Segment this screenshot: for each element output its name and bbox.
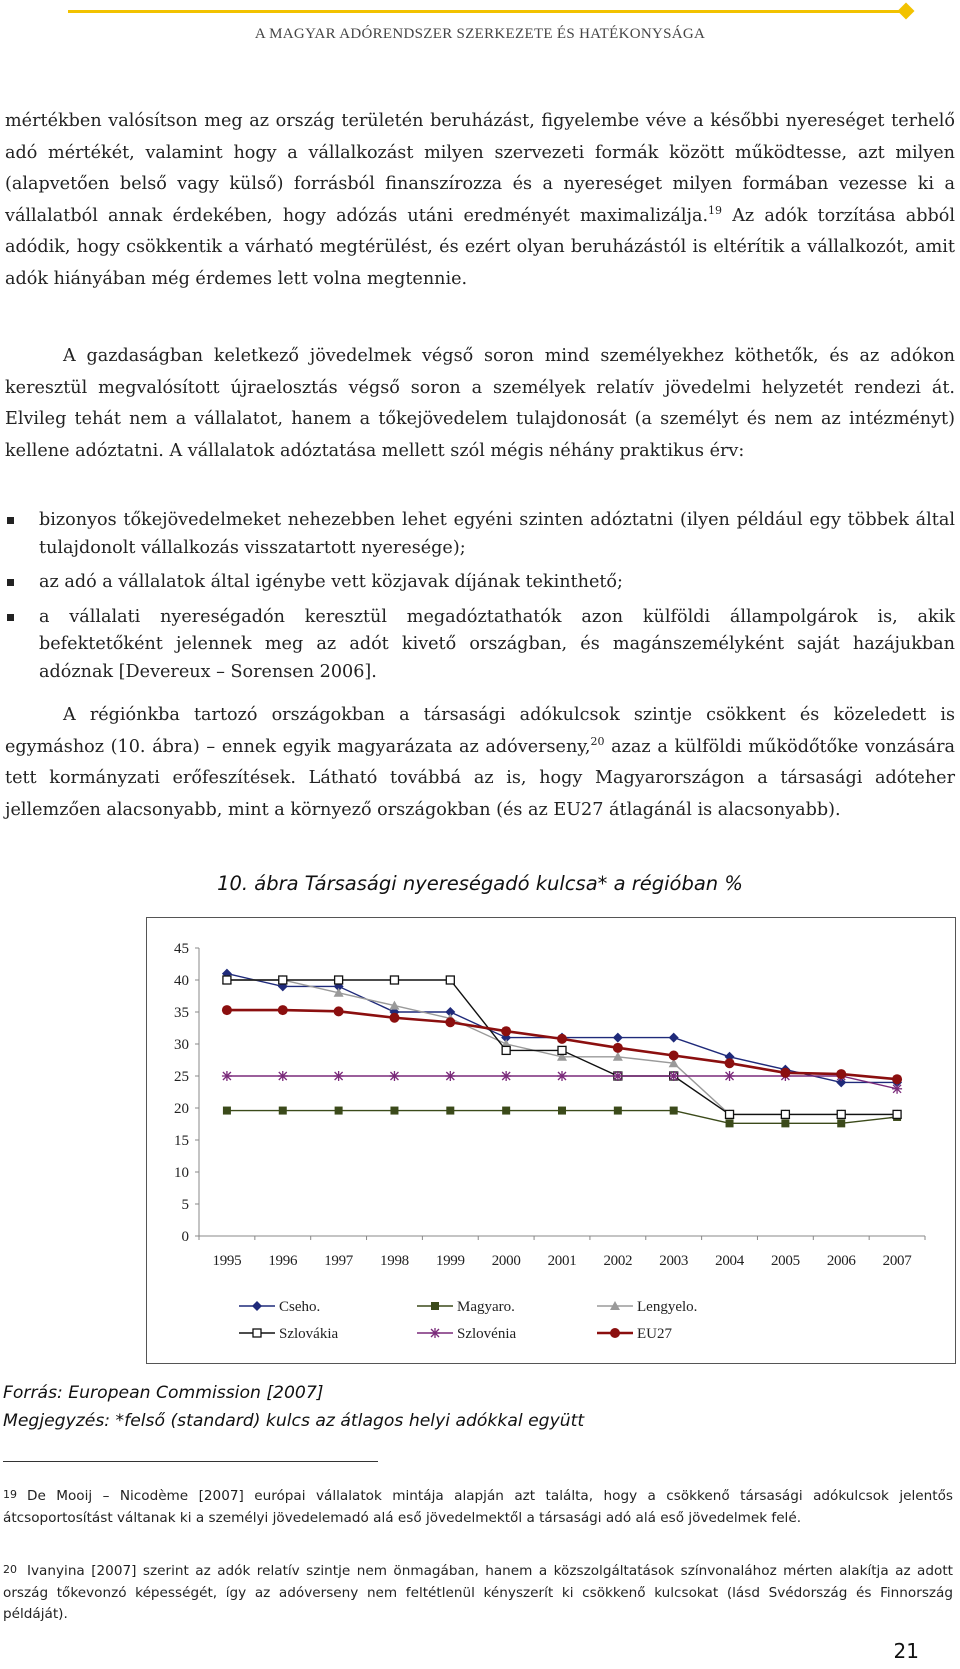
data-point-eu27 <box>557 1034 567 1044</box>
legend-marker-eu27 <box>610 1328 620 1338</box>
paragraph-3-text-b: azaz a külföldi működőtőke vonzására tett kormányzati erőfeszítések. Látható továbbá az is, hogy Magyarországon a társasági adóteher jellemzően alacsonyabb, mint a környező országokban (és az EU27 átlagánál is alacsonyabb). <box>5 736 955 820</box>
figure-source: Forrás: European Commission [2007] <box>3 1383 324 1403</box>
data-point-eu27 <box>445 1017 455 1027</box>
legend-label-magyaro: Magyaro. <box>457 1299 515 1315</box>
bullet-square-icon <box>7 614 14 621</box>
data-point-szlov-kia <box>726 1110 734 1118</box>
data-point-magyaro <box>279 1107 287 1115</box>
page-number: 21 <box>893 1639 919 1663</box>
paragraph-1-text-a: mértékben valósítson meg az ország területén beruházást, figyelembe véve a későbbi nyereséget terhelő adó mértékét, valamint hogy a vállalkozást milyen szervezeti formák között működtesse, azt milyen (alapvetően belső vagy külső) forrásból finanszírozza és a nyereséget milyen formában vezesse ki a vállalatból annak érdekében, hogy adózás utáni eredményét maximalizálja. <box>5 111 955 226</box>
data-point-szlov-kia <box>837 1110 845 1118</box>
data-point-magyaro <box>726 1119 734 1127</box>
data-point-magyaro <box>670 1107 678 1115</box>
paragraph-3 <box>5 700 955 826</box>
legend-label-cseho: Cseho. <box>279 1299 321 1315</box>
footnote-number: 19 <box>3 1488 17 1501</box>
data-point-szlov-nia <box>892 1084 902 1094</box>
x-tick-label: 2002 <box>603 1253 633 1269</box>
data-point-eu27 <box>892 1074 902 1084</box>
x-tick-label: 2004 <box>715 1253 744 1269</box>
data-point-szlov-nia <box>613 1071 623 1081</box>
y-tick-label: 10 <box>174 1165 189 1181</box>
paragraph-1 <box>5 106 955 295</box>
data-point-magyaro <box>335 1107 343 1115</box>
footnote-number: 20 <box>3 1563 17 1576</box>
figure-title: 10. ábra Társasági nyereségadó kulcsa* a régióban % <box>217 872 743 895</box>
data-point-eu27 <box>725 1058 735 1068</box>
data-point-magyaro <box>390 1107 398 1115</box>
list-item: a vállalati nyereségadón keresztül megadóztathatók azon külföldi állampolgárok is, akik befektetőként jelennek meg az adót kivető országban, és magánszemélyként saját hazájukban adóznak [Devereux – Sorensen 2006]. <box>5 604 955 687</box>
data-point-szlov-kia <box>893 1110 901 1118</box>
x-tick-label: 2001 <box>547 1253 577 1269</box>
data-point-szlov-nia <box>557 1071 567 1081</box>
x-tick-label: 2003 <box>659 1253 689 1269</box>
data-point-szlov-kia <box>502 1046 510 1054</box>
footnote-separator <box>3 1461 378 1462</box>
y-tick-label: 40 <box>174 973 189 989</box>
data-point-szlov-kia <box>558 1046 566 1054</box>
legend-marker-cseho <box>252 1301 262 1311</box>
data-point-eu27 <box>334 1006 344 1016</box>
y-tick-label: 0 <box>181 1229 189 1245</box>
footnote-text: Ivanyina [2007] szerint az adók relatív szintje nem önmagában, hanem a közszolgáltatások színvonalához mérten alakítja az adott ország tőkevonzó képességét, így az adóverseny nem feltétlenül kényszerít ki csökkenő kulcsokat (lásd Svédország és Finnország példáját). <box>3 1563 953 1622</box>
data-point-szlov-kia <box>390 976 398 984</box>
data-point-magyaro <box>446 1107 454 1115</box>
legend-label-eu27: EU27 <box>637 1326 672 1342</box>
x-tick-label: 2000 <box>491 1253 521 1269</box>
y-tick-label: 35 <box>174 1005 189 1021</box>
data-point-magyaro <box>558 1107 566 1115</box>
y-tick-label: 25 <box>174 1069 189 1085</box>
x-tick-label: 1995 <box>212 1253 242 1269</box>
legend-marker-szlov-nia <box>430 1328 440 1338</box>
data-point-szlov-nia <box>501 1071 511 1081</box>
data-point-szlov-kia <box>781 1110 789 1118</box>
legend-marker-szlov-kia <box>253 1329 261 1337</box>
legend-label-szlov-kia: Szlovákia <box>279 1326 339 1342</box>
data-point-szlov-nia <box>669 1071 679 1081</box>
legend-label-lengyelo: Lengyelo. <box>637 1299 698 1315</box>
x-tick-label: 2005 <box>770 1253 800 1269</box>
data-point-eu27 <box>669 1051 679 1061</box>
line-chart <box>147 918 955 1363</box>
figure-note: Megjegyzés: *felső (standard) kulcs az átlagos helyi adókkal együtt <box>3 1411 585 1431</box>
list-item: bizonyos tőkejövedelmeket nehezebben lehet egyéni szinten adóztatni (ilyen például egy többek által tulajdonolt vállalkozás visszatartott nyeresége); <box>5 507 955 562</box>
x-tick-label: 1997 <box>324 1253 354 1269</box>
x-tick-label: 1998 <box>380 1253 409 1269</box>
paragraph-2-text: A gazdaságban keletkező jövedelmek végső soron mind személyekhez köthetők, és az adókon keresztül megvalósított újraelosztás végső soron a személyek relatív jövedelmi helyzetét rendezi át. Elvileg tehát nem a vállalatot, hanem a tőkejövedelem tulajdonosát (a személyt és nem az intézményt) kellene adóztatni. A vállalatok adóztatása mellett szól mégis néhány praktikus érv: <box>5 346 955 461</box>
series-line-eu27 <box>227 1010 897 1079</box>
argument-list <box>5 507 955 693</box>
data-point-magyaro <box>837 1119 845 1127</box>
footnote-19 <box>3 1484 953 1529</box>
y-tick-label: 30 <box>174 1037 189 1053</box>
data-point-magyaro <box>223 1107 231 1115</box>
footnote-20 <box>3 1559 953 1626</box>
data-point-eu27 <box>780 1068 790 1078</box>
y-tick-label: 20 <box>174 1101 189 1117</box>
chart-frame <box>146 917 956 1364</box>
x-tick-label: 2007 <box>882 1253 912 1269</box>
paragraph-1-text-b: Az adók torzítása abból adódik, hogy csökkentik a várható megtérülést, és ezért olyan beruházástól is eltérítik a vállalkozót, amit adók hiányában még érdemes lett volna megtennie. <box>5 205 955 289</box>
footnote-text: De Mooij – Nicodème [2007] európai vállalatok mintája alapján azt találta, hogy a csökkenő társasági adókulcsok jelentős átcsoportosítást váltanak ki a személyi jövedelemadó alá eső jövedelmektől a társasági adó alá eső jövedelmek felé. <box>3 1488 953 1526</box>
data-point-eu27 <box>389 1013 399 1023</box>
legend-marker-magyaro <box>431 1302 439 1310</box>
data-point-szlov-kia <box>279 976 287 984</box>
data-point-szlov-kia <box>223 976 231 984</box>
bullet-square-icon <box>7 517 14 524</box>
list-item: az adó a vállalatok által igénybe vett közjavak díjának tekinthető; <box>5 569 955 597</box>
data-point-eu27 <box>501 1026 511 1036</box>
header-rule <box>68 10 910 13</box>
paragraph-3-text-a: A régiónkba tartozó országokban a társasági adókulcsok szintje csökkent és közeledett is egymáshoz (10. ábra) – ennek egyik magyarázata az adóverseny, <box>5 705 955 757</box>
paragraph-2 <box>5 341 955 467</box>
running-header: A MAGYAR ADÓRENDSZER SZERKEZETE ÉS HATÉKONYSÁGA <box>254 26 706 42</box>
data-point-eu27 <box>278 1005 288 1015</box>
data-point-szlov-nia <box>445 1071 455 1081</box>
data-point-szlov-kia <box>335 976 343 984</box>
data-point-magyaro <box>614 1107 622 1115</box>
y-tick-label: 45 <box>174 941 189 957</box>
data-point-szlov-nia <box>725 1071 735 1081</box>
x-tick-label: 2006 <box>826 1253 856 1269</box>
data-point-magyaro <box>502 1107 510 1115</box>
data-point-eu27 <box>836 1069 846 1079</box>
bullet-square-icon <box>7 579 14 586</box>
data-point-szlov-nia <box>334 1071 344 1081</box>
x-tick-label: 1996 <box>268 1253 298 1269</box>
data-point-cseho <box>613 1033 623 1043</box>
footnote-ref-20[interactable]: 20 <box>590 734 605 748</box>
y-tick-label: 5 <box>181 1197 189 1213</box>
data-point-eu27 <box>613 1043 623 1053</box>
data-point-szlov-nia <box>278 1071 288 1081</box>
y-tick-label: 15 <box>174 1133 189 1149</box>
data-point-magyaro <box>781 1119 789 1127</box>
data-point-szlov-kia <box>446 976 454 984</box>
footnote-ref-19[interactable]: 19 <box>708 203 723 217</box>
data-point-cseho <box>669 1033 679 1043</box>
data-point-szlov-nia <box>222 1071 232 1081</box>
header-diamond-ornament <box>898 3 915 20</box>
data-point-eu27 <box>222 1005 232 1015</box>
legend-label-szlov-nia: Szlovénia <box>457 1326 517 1342</box>
data-point-szlov-nia <box>389 1071 399 1081</box>
x-tick-label: 1999 <box>435 1253 465 1269</box>
